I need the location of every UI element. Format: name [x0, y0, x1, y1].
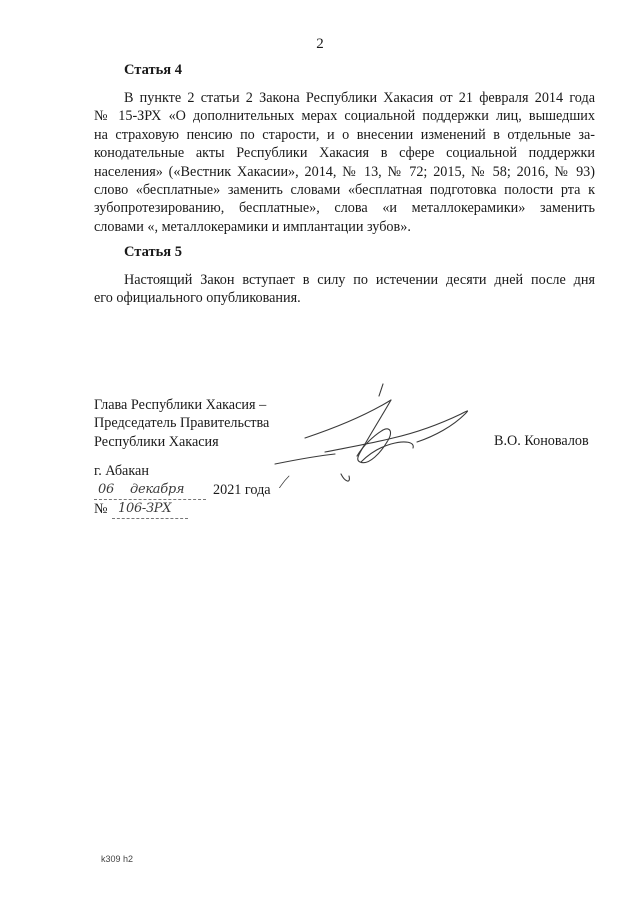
article-4-line: № 15-ЗРХ «О дополнительных мерах социальной поддержки лиц, вышедших [94, 108, 595, 125]
law-number-underline [112, 518, 188, 519]
article-5-heading: Статья 5 [124, 244, 182, 260]
place-of-signing: г. Абакан [94, 463, 149, 479]
article-5-line: Настоящий Закон вступает в силу по истечении десяти дней после дня [124, 272, 595, 288]
signatory-title-line: Председатель Правительства [94, 415, 270, 432]
page-number: 2 [316, 36, 324, 52]
article-4-line: слово «бесплатные» заменить словами «бесплатная подготовка полости рта к [94, 182, 595, 199]
date-month-handwritten: декабря [130, 482, 185, 497]
date-underline [94, 499, 206, 500]
article-5-text [94, 271, 595, 308]
law-number [94, 501, 294, 521]
article-4-line: зубопротезированию, бесплатные», слова «и металлокерамики» заменить [94, 200, 595, 217]
date-day-handwritten: 06 [98, 482, 114, 497]
article-4-line: В пункте 2 статьи 2 Закона Республики Хакасия от 21 февраля 2014 года [124, 90, 595, 106]
law-number-handwritten: 106-ЗРХ [118, 501, 172, 516]
article-4-line: конодательные акты Республики Хакасия в сфере социальной поддержки [94, 145, 595, 162]
law-number-prefix: № [94, 501, 108, 517]
handwritten-signature [265, 378, 490, 488]
signatory-title [94, 396, 269, 451]
article-4-line: на страховую пенсию по старости, и о внесении изменений в отдельные за- [94, 126, 595, 143]
signing-date [94, 482, 334, 502]
article-5-line: его официального опубликования. [94, 290, 301, 307]
signatory-name: В.О. Коновалов [494, 433, 589, 449]
signatory-title-line: Глава Республики Хакасия – [94, 397, 267, 413]
article-4-text [94, 89, 595, 236]
article-4-line: населения» («Вестник Хакасии», 2014, № 13, № 72; 2015, № 58; 2016, № 93) [94, 163, 595, 180]
footer-code: k309 h2 [101, 854, 134, 864]
signatory-title-line: Республики Хакасия [94, 433, 219, 450]
article-4-line: словами «, металлокерамики и имплантации зубов». [94, 218, 411, 235]
date-year: 2021 года [213, 482, 271, 498]
article-4-heading: Статья 4 [124, 62, 182, 78]
